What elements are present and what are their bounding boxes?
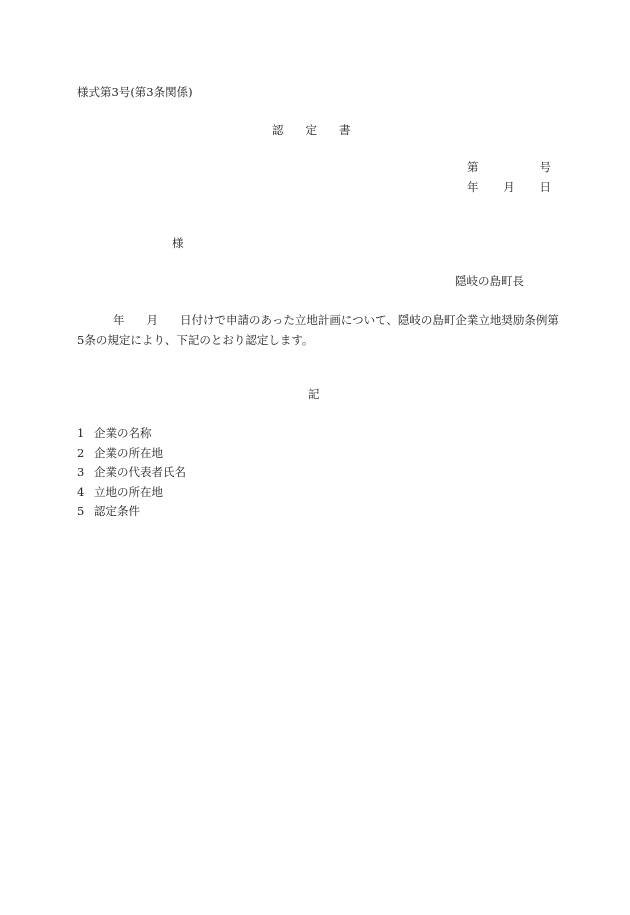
list-item — [77, 444, 186, 464]
list-item — [77, 483, 186, 503]
body-month: 月 — [146, 313, 158, 327]
body-year: 年 — [113, 313, 125, 327]
item-label: 認定条件 — [94, 504, 140, 518]
date-year: 年 — [467, 180, 479, 194]
list-item — [77, 424, 186, 444]
issue-date — [467, 180, 551, 195]
item-list — [77, 424, 186, 522]
item-label: 企業の名称 — [94, 426, 152, 440]
ki-heading: 記 — [308, 387, 320, 401]
document-number — [467, 160, 551, 175]
document-title: 認定書 — [272, 123, 373, 137]
list-item — [77, 463, 186, 483]
item-number: 3 — [77, 465, 85, 479]
doc-number-suffix: 号 — [539, 160, 551, 174]
item-label: 企業の代表者氏名 — [94, 465, 186, 479]
issuer: 隠岐の島町長 — [455, 274, 524, 288]
date-month: 月 — [503, 180, 515, 194]
item-label: 企業の所在地 — [94, 445, 163, 460]
item-number: 4 — [77, 484, 85, 499]
list-item — [77, 502, 186, 522]
doc-number-prefix: 第 — [467, 160, 479, 174]
item-label: 立地の所在地 — [94, 484, 163, 499]
body-paragraph — [77, 310, 559, 350]
item-number: 5 — [77, 504, 85, 518]
date-day: 日 — [539, 180, 551, 194]
item-number: 2 — [77, 445, 85, 460]
body-text: 日付けで申請のあった立地計画について、隠岐の島町企業立地奨励条例第5条の規定により、下記のとおり認定します。 — [77, 313, 559, 347]
addressee: 様 — [172, 236, 184, 250]
form-id: 様式第3号(第3条関係) — [77, 85, 193, 99]
item-number: 1 — [77, 426, 85, 440]
